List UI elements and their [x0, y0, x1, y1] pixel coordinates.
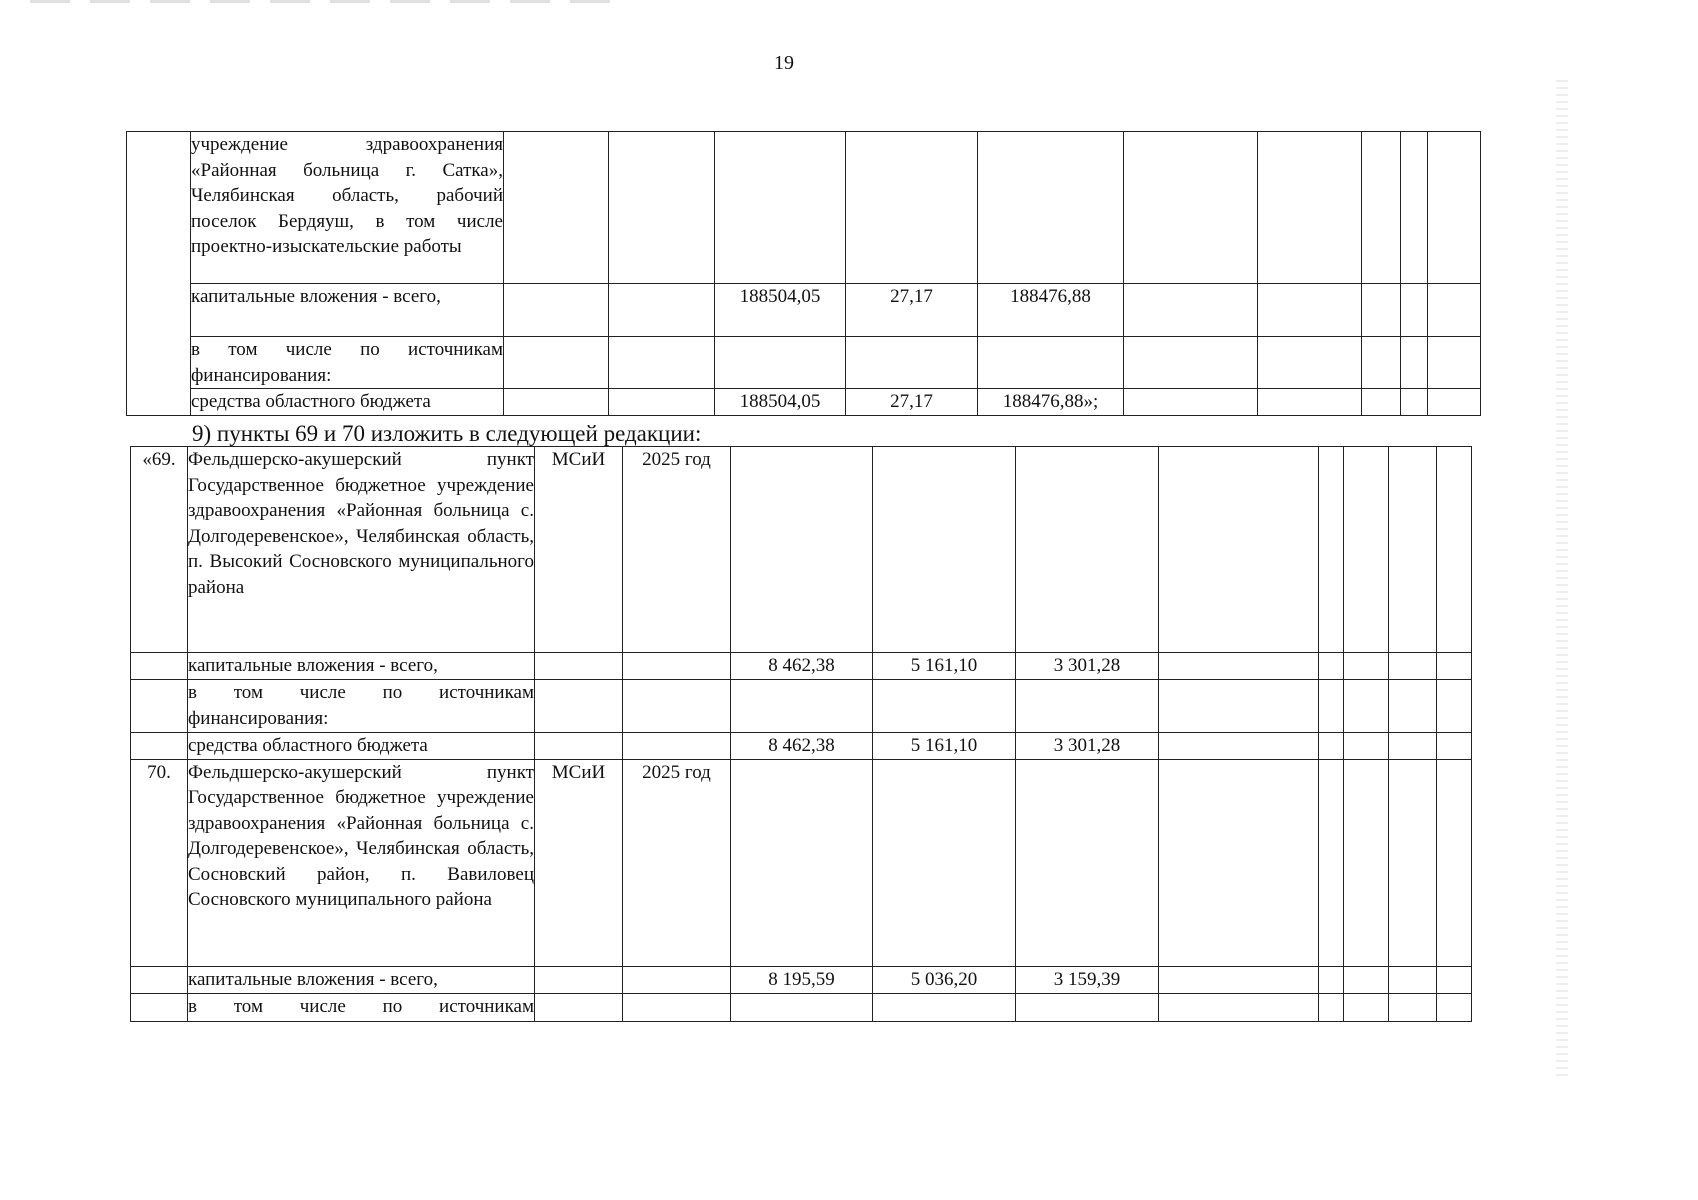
value-total: 188504,05 [715, 389, 846, 416]
page-number: 19 [774, 52, 794, 74]
agency-cell: МСиИ [535, 759, 623, 966]
row-label: капитальные вложения - всего, [191, 284, 504, 337]
amendment-instruction: 9) пункты 69 и 70 изложить в следующей редакции: [192, 421, 702, 446]
value-total: 8 462,38 [731, 733, 873, 760]
value-col2: 27,17 [846, 284, 978, 337]
value-col3: 3 159,39 [1016, 966, 1159, 993]
value-total: 8 462,38 [731, 653, 873, 680]
row-label: средства областного бюджета [188, 733, 535, 760]
row-label: средства областного бюджета [191, 389, 504, 416]
value-total: 188504,05 [715, 284, 846, 337]
value-total [715, 132, 846, 284]
object-description: учреждение здравоохранения «Районная больница г. Сатка», Челябинская область, рабочий поселок Бердяуш, в том числе проектно-изыскательские работы [191, 132, 504, 284]
value-col2: 27,17 [846, 389, 978, 416]
object-description: Фельдшерско-акушерский пункт Государственное бюджетное учреждение здравоохранения «Районная больница с. Долгодеревенское», Челябинская область, п. Высокий Сосновского муниципального района [188, 447, 535, 653]
table-row [127, 284, 1481, 337]
value-col3 [978, 132, 1124, 284]
table-row-item-69 [131, 447, 1472, 653]
value-col3: 188476,88»; [978, 389, 1124, 416]
value-col2: 5 161,10 [873, 733, 1016, 760]
object-description: Фельдшерско-акушерский пункт Государственное бюджетное учреждение здравоохранения «Районная больница с. Долгодеревенское», Челябинская область, Сосновский район, п. Вавиловец Сосновского муниципального района [188, 759, 535, 966]
value-col3: 3 301,28 [1016, 653, 1159, 680]
value-col2 [846, 132, 978, 284]
agency-cell: МСиИ [535, 447, 623, 653]
year-cell: 2025 год [623, 759, 731, 966]
row-label: в том числе по источникам финансирования: [188, 680, 535, 733]
row-label: капитальные вложения - всего, [188, 966, 535, 993]
row-label: в том числе по источникам финансирования: [191, 337, 504, 389]
number-cell [127, 132, 191, 416]
value-total: 8 195,59 [731, 966, 873, 993]
table-continuation [126, 131, 1481, 416]
table-row [127, 132, 1481, 284]
table-row [131, 966, 1472, 993]
table-row [131, 680, 1472, 733]
table-row [127, 389, 1481, 416]
scan-artifact-edge [1556, 80, 1568, 1080]
table-row [131, 993, 1472, 1021]
table-items-69-70 [130, 446, 1472, 1022]
value-col3: 3 301,28 [1016, 733, 1159, 760]
table-row [127, 337, 1481, 389]
value-col3: 188476,88 [978, 284, 1124, 337]
value-col2: 5 161,10 [873, 653, 1016, 680]
table-row [131, 653, 1472, 680]
table-row [131, 733, 1472, 760]
year-cell: 2025 год [623, 447, 731, 653]
scan-artifact-top [30, 0, 630, 3]
row-label: капитальные вложения - всего, [188, 653, 535, 680]
row-label: в том числе по источникам [188, 993, 535, 1021]
item-number: «69. [131, 447, 188, 653]
value-col2: 5 036,20 [873, 966, 1016, 993]
item-number: 70. [131, 759, 188, 966]
table-row-item-70 [131, 759, 1472, 966]
